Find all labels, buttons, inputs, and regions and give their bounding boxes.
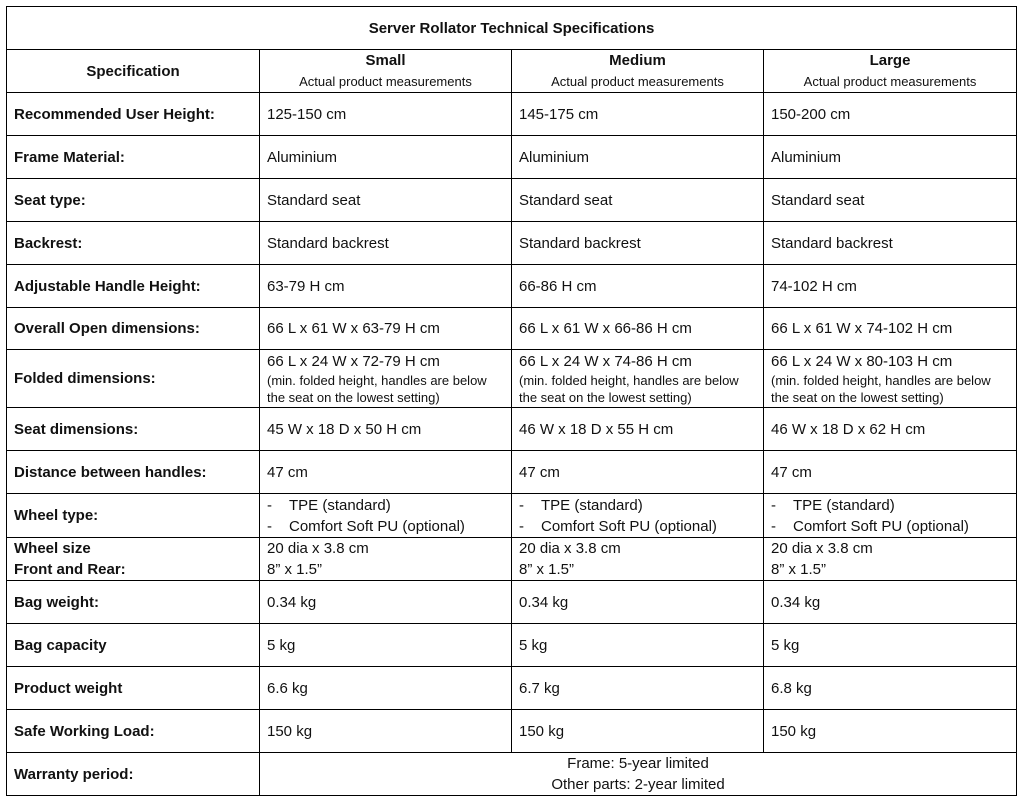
cell-large [764, 350, 1017, 408]
row-wheel-size [7, 538, 1017, 581]
cell-large: 0.34 kg [764, 581, 1017, 624]
row-user-height [7, 93, 1017, 136]
cell-large: Standard seat [764, 179, 1017, 222]
folded-note-line: (min. folded height, handles are below [519, 373, 739, 388]
cell-medium: 145-175 cm [512, 93, 764, 136]
bullet-dash: - [519, 496, 524, 514]
size-header-medium [512, 50, 764, 93]
bullet-dash: - [771, 517, 776, 535]
row-handle-height [7, 265, 1017, 308]
cell-small [260, 350, 512, 408]
warranty-cell [260, 753, 1017, 796]
cell-small: Aluminium [260, 136, 512, 179]
row-label: Bag capacity [7, 624, 260, 667]
folded-note-line: the seat on the lowest setting) [519, 390, 692, 405]
size-imperial: 8” x 1.5” [771, 561, 827, 578]
cell-large: 5 kg [764, 624, 1017, 667]
table-title: Server Rollator Technical Specifications [7, 7, 1017, 50]
cell-large: 66 L x 61 W x 74-102 H cm [764, 308, 1017, 350]
size-metric: 20 dia x 3.8 cm [771, 540, 873, 557]
cell-large: 47 cm [764, 451, 1017, 494]
folded-value: 66 L x 24 W x 80-103 H cm [771, 353, 953, 370]
cell-medium: Standard seat [512, 179, 764, 222]
list-item [267, 516, 504, 537]
row-backrest [7, 222, 1017, 265]
row-label [7, 538, 260, 581]
wheel-option: Comfort Soft PU (optional) [793, 517, 969, 535]
cell-medium: 66-86 H cm [512, 265, 764, 308]
row-handle-distance [7, 451, 1017, 494]
size-name: Small [365, 52, 406, 69]
list-item [267, 495, 504, 516]
cell-small: 5 kg [260, 624, 512, 667]
cell-medium [512, 350, 764, 408]
list-item [771, 495, 1009, 516]
bullet-dash: - [267, 496, 272, 514]
size-name: Medium [609, 52, 666, 69]
cell-medium: 5 kg [512, 624, 764, 667]
row-seat-type [7, 179, 1017, 222]
size-header-small [260, 50, 512, 93]
row-label: Bag weight: [7, 581, 260, 624]
folded-note-line: the seat on the lowest setting) [267, 390, 440, 405]
cell-medium: 150 kg [512, 710, 764, 753]
cell-small: 150 kg [260, 710, 512, 753]
list-item [519, 495, 756, 516]
row-label: Folded dimensions: [7, 350, 260, 408]
size-header-large [764, 50, 1017, 93]
size-metric: 20 dia x 3.8 cm [519, 540, 621, 557]
row-folded-dimensions [7, 350, 1017, 408]
folded-note-line: (min. folded height, handles are below [771, 373, 991, 388]
row-label: Backrest: [7, 222, 260, 265]
wheel-option: Comfort Soft PU (optional) [541, 517, 717, 535]
label-line: Wheel size [14, 540, 91, 557]
cell-large: 74-102 H cm [764, 265, 1017, 308]
list-item [519, 516, 756, 537]
cell-large: 150 kg [764, 710, 1017, 753]
specifications-table [6, 6, 1017, 796]
wheel-option: TPE (standard) [289, 496, 391, 514]
wheel-option: Comfort Soft PU (optional) [289, 517, 465, 535]
cell-small: Standard seat [260, 179, 512, 222]
wheel-option: TPE (standard) [541, 496, 643, 514]
cell-small: 6.6 kg [260, 667, 512, 710]
cell-large: 150-200 cm [764, 93, 1017, 136]
bullet-dash: - [267, 517, 272, 535]
cell-small: 125-150 cm [260, 93, 512, 136]
folded-note-line: the seat on the lowest setting) [771, 390, 944, 405]
cell-small: 0.34 kg [260, 581, 512, 624]
row-label: Recommended User Height: [7, 93, 260, 136]
bullet-dash: - [771, 496, 776, 514]
warranty-other-parts: Other parts: 2-year limited [551, 776, 725, 793]
row-label: Seat dimensions: [7, 408, 260, 451]
row-bag-capacity [7, 624, 1017, 667]
folded-value: 66 L x 24 W x 72-79 H cm [267, 353, 440, 370]
row-label: Overall Open dimensions: [7, 308, 260, 350]
cell-small [260, 538, 512, 581]
row-label: Distance between handles: [7, 451, 260, 494]
row-label: Seat type: [7, 179, 260, 222]
row-label: Wheel type: [7, 494, 260, 538]
warranty-frame: Frame: 5-year limited [567, 755, 709, 772]
size-metric: 20 dia x 3.8 cm [267, 540, 369, 557]
row-label: Safe Working Load: [7, 710, 260, 753]
folded-value: 66 L x 24 W x 74-86 H cm [519, 353, 692, 370]
row-product-weight [7, 667, 1017, 710]
row-label: Product weight [7, 667, 260, 710]
cell-medium [512, 494, 764, 538]
wheel-option: TPE (standard) [793, 496, 895, 514]
size-imperial: 8” x 1.5” [267, 561, 323, 578]
list-item [771, 516, 1009, 537]
cell-medium: 47 cm [512, 451, 764, 494]
cell-small: 47 cm [260, 451, 512, 494]
cell-medium: 66 L x 61 W x 66-86 H cm [512, 308, 764, 350]
row-label: Warranty period: [7, 753, 260, 796]
cell-medium: 46 W x 18 D x 55 H cm [512, 408, 764, 451]
label-line: Front and Rear: [14, 561, 126, 578]
cell-small: 66 L x 61 W x 63-79 H cm [260, 308, 512, 350]
row-label: Adjustable Handle Height: [7, 265, 260, 308]
folded-note-line: (min. folded height, handles are below [267, 373, 487, 388]
row-frame-material [7, 136, 1017, 179]
cell-large [764, 494, 1017, 538]
cell-large: 46 W x 18 D x 62 H cm [764, 408, 1017, 451]
cell-large [764, 538, 1017, 581]
cell-medium [512, 538, 764, 581]
row-label: Frame Material: [7, 136, 260, 179]
title-row [7, 7, 1017, 50]
size-subtitle: Actual product measurements [299, 74, 472, 89]
row-seat-dimensions [7, 408, 1017, 451]
size-name: Large [869, 52, 911, 69]
cell-small [260, 494, 512, 538]
size-subtitle: Actual product measurements [803, 74, 977, 89]
cell-small: Standard backrest [260, 222, 512, 265]
cell-small: 45 W x 18 D x 50 H cm [260, 408, 512, 451]
row-warranty [7, 753, 1017, 796]
row-wheel-type [7, 494, 1017, 538]
size-imperial: 8” x 1.5” [519, 561, 575, 578]
cell-large: Standard backrest [764, 222, 1017, 265]
specification-header: Specification [7, 50, 260, 93]
header-row [7, 50, 1017, 93]
cell-medium: 6.7 kg [512, 667, 764, 710]
cell-medium: Standard backrest [512, 222, 764, 265]
cell-medium: 0.34 kg [512, 581, 764, 624]
cell-large: Aluminium [764, 136, 1017, 179]
cell-medium: Aluminium [512, 136, 764, 179]
row-open-dimensions [7, 308, 1017, 350]
row-bag-weight [7, 581, 1017, 624]
cell-large: 6.8 kg [764, 667, 1017, 710]
size-subtitle: Actual product measurements [551, 74, 724, 89]
bullet-dash: - [519, 517, 524, 535]
cell-small: 63-79 H cm [260, 265, 512, 308]
row-safe-working-load [7, 710, 1017, 753]
